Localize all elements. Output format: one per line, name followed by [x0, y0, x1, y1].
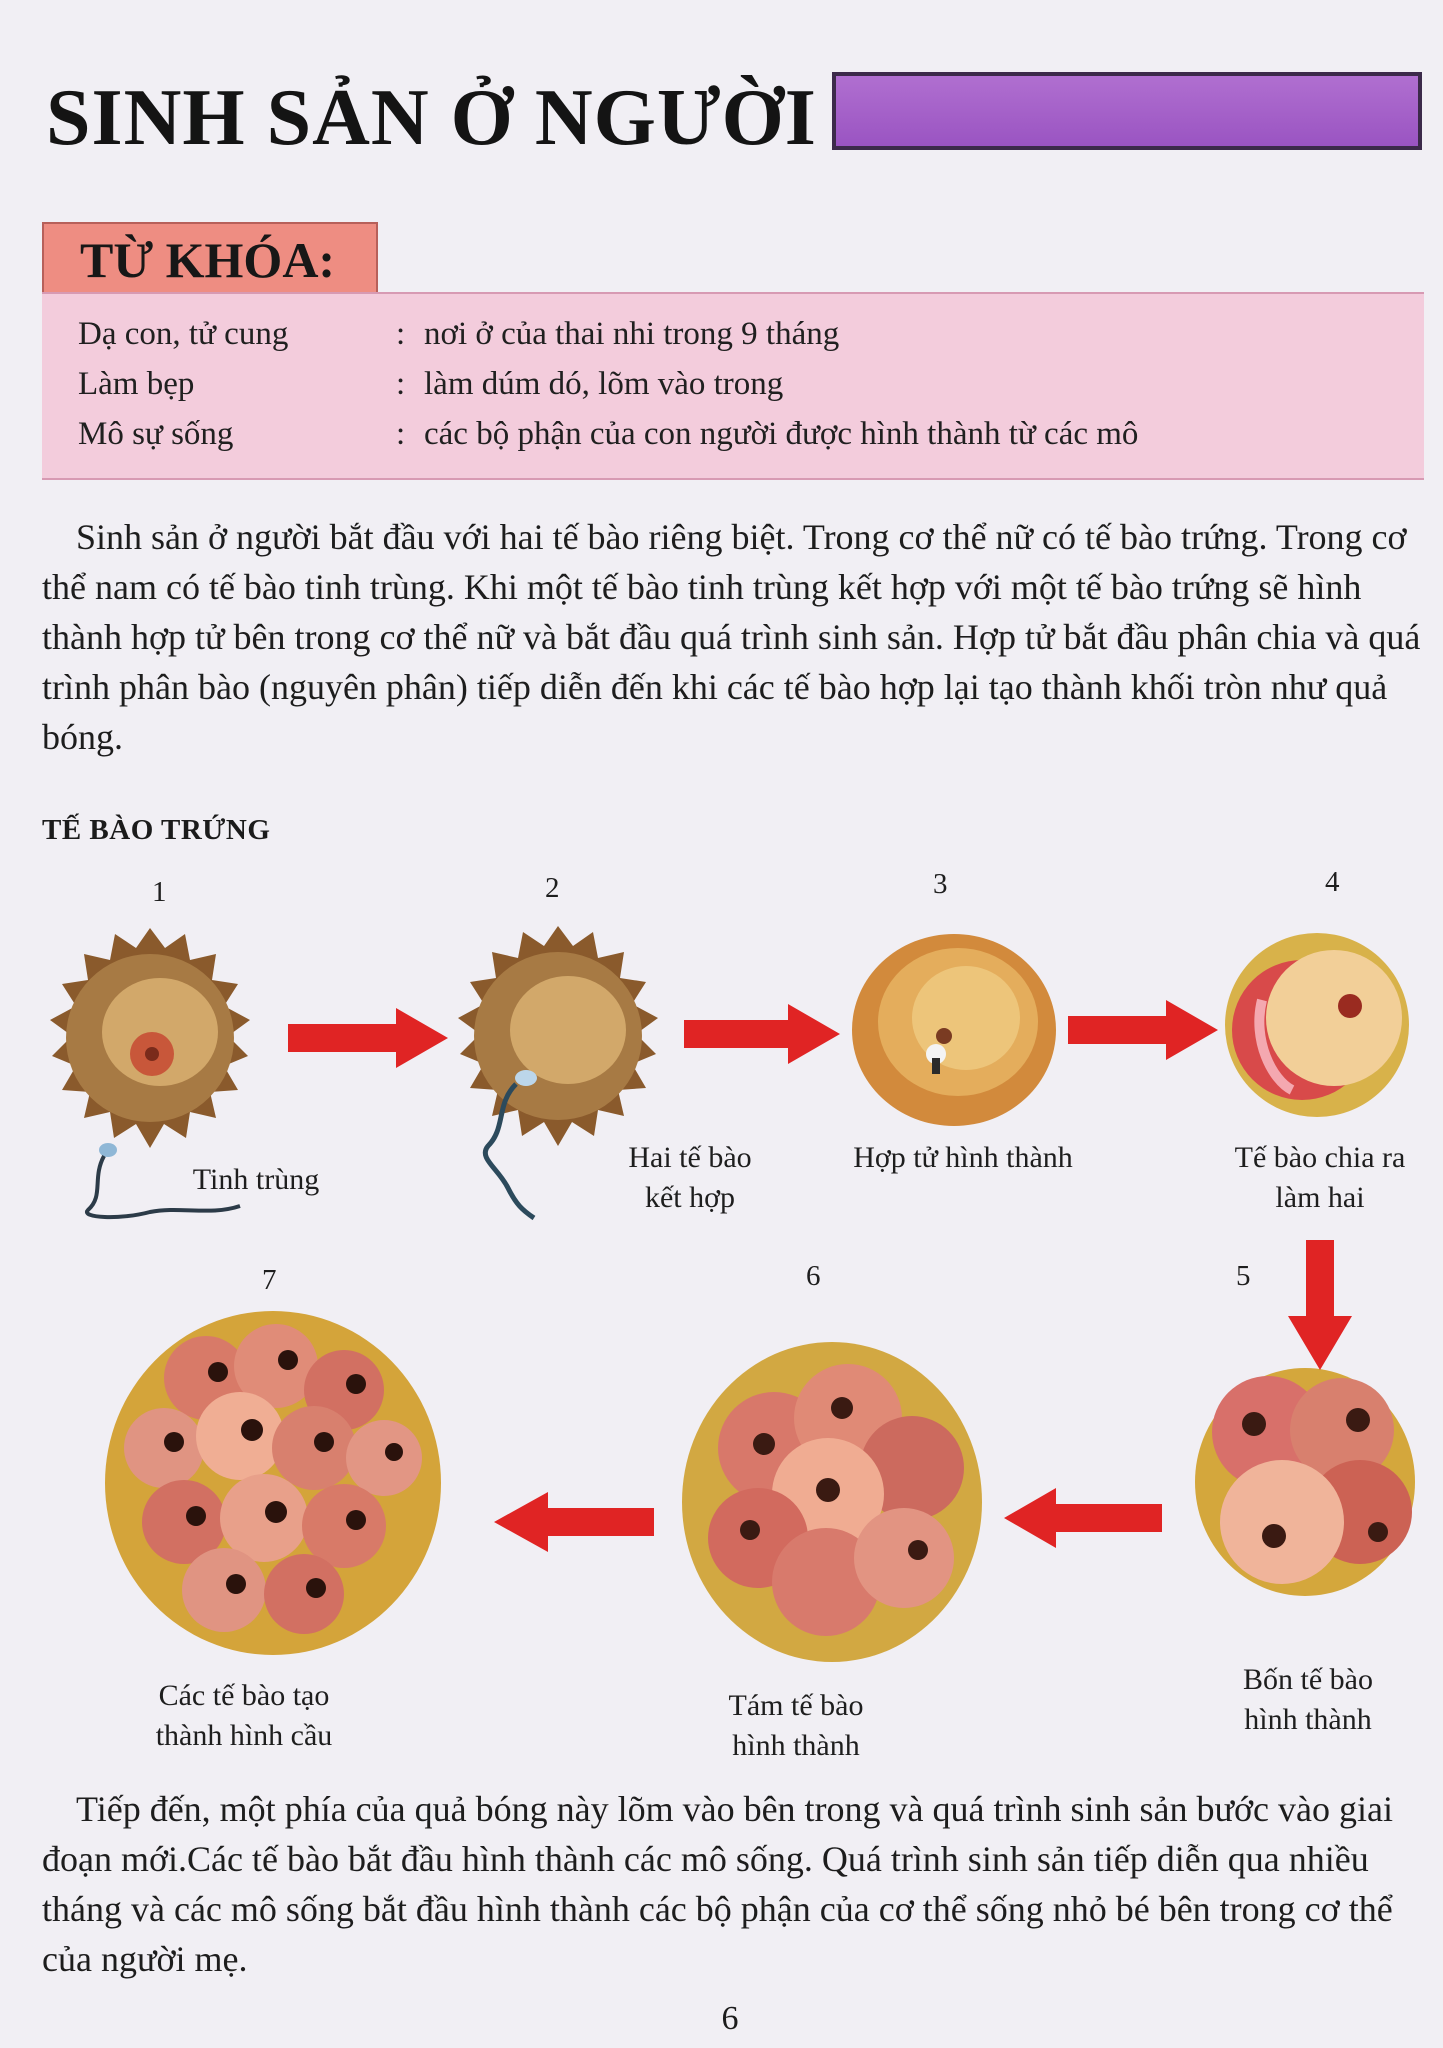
- zygote-illustration: [848, 930, 1060, 1130]
- step-caption-7: Các tế bào tạo thành hình cầu: [155, 1679, 333, 1752]
- step-number-3: 3: [933, 868, 948, 900]
- arrow-right-icon: [288, 1008, 448, 1068]
- arrow-down-icon: [1288, 1240, 1352, 1370]
- keyword-definition: làm dúm dó, lõm vào trong: [424, 366, 784, 402]
- eight-cell-stage-illustration: [678, 1338, 986, 1666]
- keyword-term: Dạ con, tử cung: [78, 316, 289, 352]
- page-number: 6: [721, 2000, 739, 2037]
- step-caption-3: Hợp tử hình thành: [853, 1141, 1073, 1174]
- closing-paragraph: Tiếp đến, một phía của quả bóng này lõm vào bên trong và quá trình sinh sản bước vào giai đoạn mới.Các tế bào bắt đầu hình thành các mô sống. Quá trình sinh sản tiếp diễn qua nhiều tháng và các mô sống bắt đầu hình thành các bộ phận của cơ thể sống nhỏ bé bên trong cơ thể của người mẹ.: [42, 1789, 1393, 1979]
- keyword-separator: :: [396, 416, 406, 452]
- arrow-right-icon: [684, 1004, 840, 1064]
- step-caption-6: Tám tế bào hình thành: [728, 1689, 864, 1762]
- keyword-definition: nơi ở của thai nhi trong 9 tháng: [424, 316, 840, 352]
- step-caption-2: Hai tế bào kết hợp: [628, 1141, 752, 1214]
- keyword-row: [78, 316, 839, 353]
- step-caption-5: Bốn tế bào hình thành: [1243, 1663, 1373, 1736]
- step-number-7: 7: [262, 1264, 277, 1296]
- keywords-heading: TỪ KHÓA:: [42, 222, 378, 296]
- intro-paragraph: Sinh sản ở người bắt đầu với hai tế bào riêng biệt. Trong cơ thể nữ có tế bào trứng. Trong cơ thể nam có tế bào tinh trùng. Khi một tế bào tinh trùng kết hợp với một tế bào trứng sẽ hình thành hợp tử bên trong cơ thể nữ và bắt đầu quá trình sinh sản. Hợp tử bắt đầu phân chia và quá trình phân bào (nguyên phân) tiếp diễn đến khi các tế bào hợp lại tạo thành khối tròn như quả bóng.: [42, 517, 1421, 757]
- arrow-right-icon: [1068, 1000, 1218, 1060]
- step-number-4: 4: [1325, 866, 1340, 898]
- two-cell-stage-illustration: [1222, 930, 1412, 1120]
- step-number-6: 6: [806, 1260, 821, 1292]
- keywords-box: [42, 292, 1424, 480]
- keyword-term: Mô sự sống: [78, 416, 234, 452]
- step-caption-1: Tinh trùng: [192, 1163, 320, 1196]
- step-caption-4: Tế bào chia ra làm hai: [1234, 1141, 1406, 1214]
- step-number-2: 2: [545, 872, 560, 904]
- step-number-1: 1: [152, 876, 167, 908]
- title-decoration-bar: [832, 72, 1422, 150]
- keyword-separator: :: [396, 316, 406, 352]
- step-number-5: 5: [1236, 1260, 1251, 1292]
- page-title: SINH SẢN Ở NGƯỜI: [46, 74, 817, 162]
- arrow-left-icon: [1004, 1488, 1162, 1548]
- keyword-term: Làm bẹp: [78, 366, 195, 402]
- keyword-definition: các bộ phận của con người được hình thành từ các mô: [424, 416, 1139, 452]
- four-cell-stage-illustration: [1190, 1362, 1420, 1602]
- arrow-left-icon: [494, 1492, 654, 1552]
- keyword-row: [78, 416, 1138, 453]
- diagram-heading: TẾ BÀO TRỨNG: [42, 814, 271, 846]
- morula-illustration: [100, 1308, 446, 1658]
- keyword-row: [78, 366, 783, 403]
- keyword-separator: :: [396, 366, 406, 402]
